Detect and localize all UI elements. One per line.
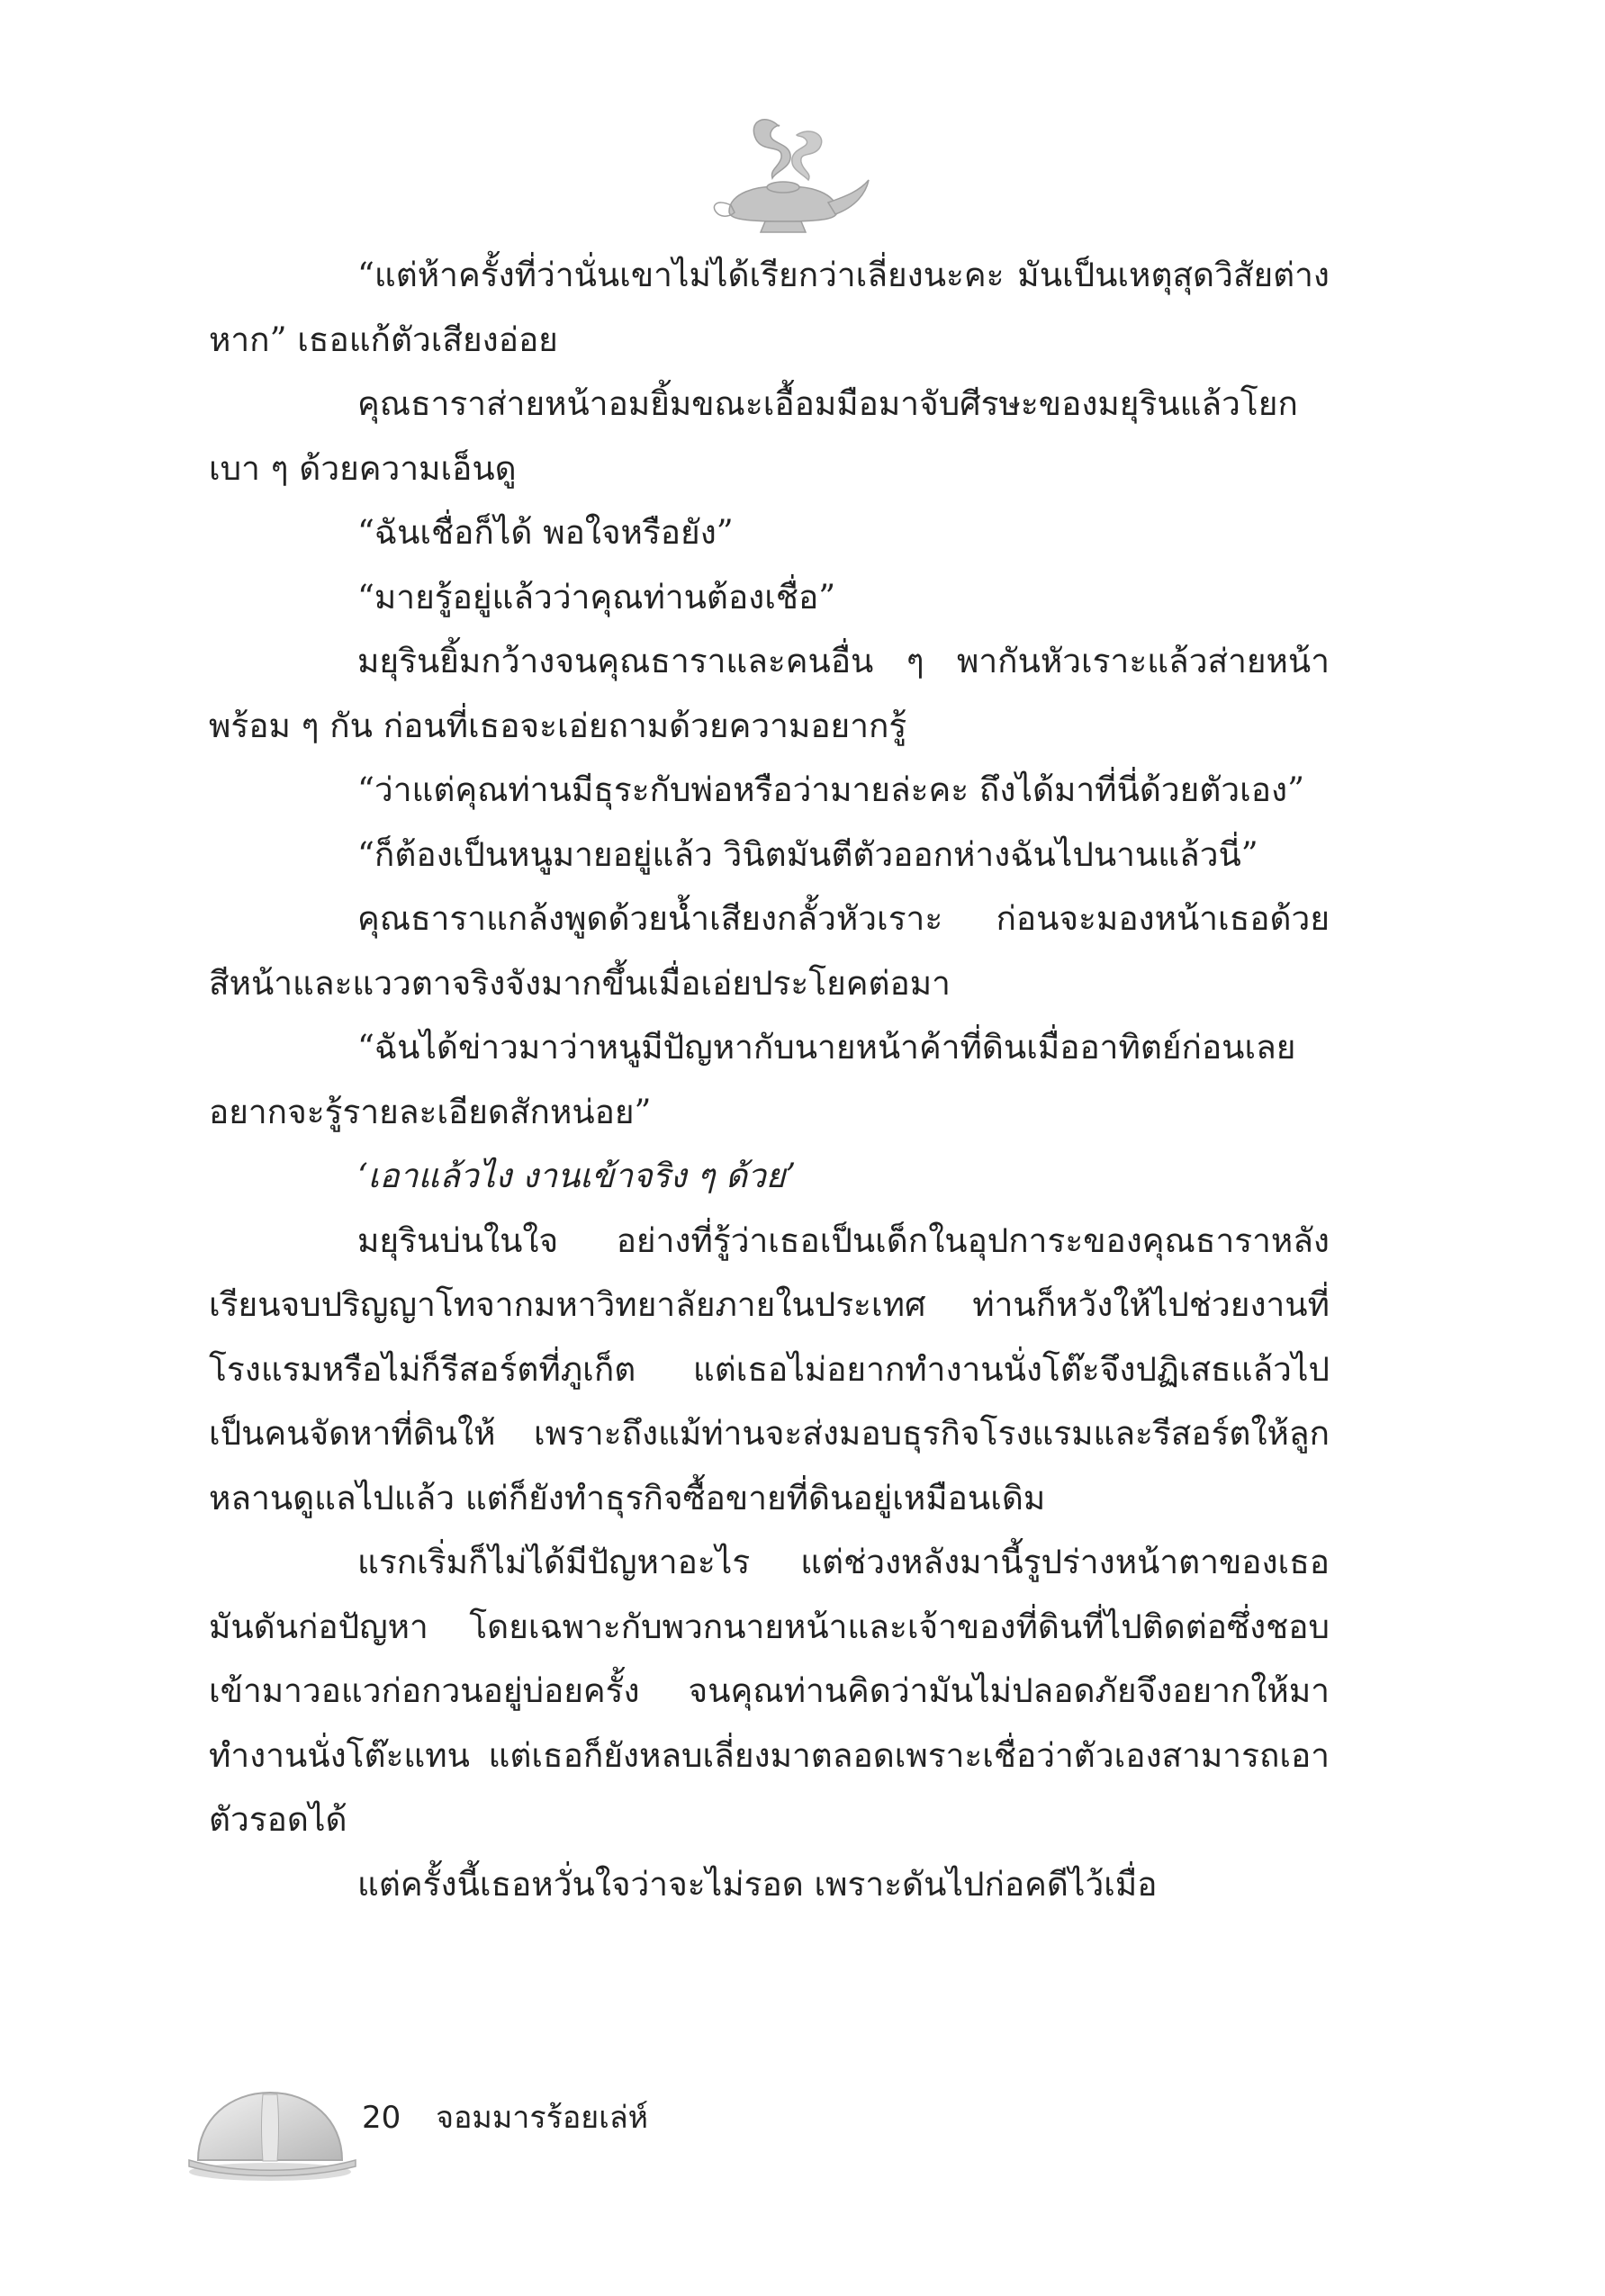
paragraph: แรกเริ่มก็ไม่ได้มีปัญหาอะไร แต่ช่วงหลังมานี้รูปร่างหน้าตาของเธอมันดันก่อปัญหา โดยเฉพาะกับพวกนายหน้าและเจ้าของที่ดินที่ไปติดต่อซึ่งชอบเข้ามาวอแวก่อกวนอยู่บ่อยครั้ง จนคุณท่านคิดว่ามันไม่ปลอดภัยจึงอยากให้มาทำงานนั่งโต๊ะแทน แต่เธอก็ยังหลบเลี่ยงมาตลอดเพราะเชื่อว่าตัวเองสามารถเอาตัวรอดได้ — [209, 1543, 1330, 1839]
paragraph: “ว่าแต่คุณท่านมีธุระกับพ่อหรือว่ามายล่ะคะ ถึงได้มาที่นี่ด้วยตัวเอง” — [357, 770, 1305, 809]
paragraph: แต่ครั้งนี้เธอหวั่นใจว่าจะไม่รอด เพราะดันไปก่อคดีไว้เมื่อ — [357, 1864, 1158, 1904]
paragraph: คุณธาราส่ายหน้าอมยิ้มขณะเอื้อมมือมาจับศีรษะของมยุรินแล้วโยกเบา ๆ ด้วยความเอ็นดู — [209, 384, 1298, 488]
body-text — [209, 243, 1330, 1916]
paragraph: “ฉันได้ข่าวมาว่าหนูมีปัญหากับนายหน้าค้าที่ดินเมื่ออาทิตย์ก่อนเลยอยากจะรู้รายละเอียดสักหน่อย” — [209, 1028, 1296, 1131]
paragraph: “แต่ห้าครั้งที่ว่านั่นเขาไม่ได้เรียกว่าเลี่ยงนะคะ มันเป็นเหตุสุดวิสัยต่างหาก” เธอแก้ตัวเสียงอ่อย — [209, 256, 1330, 359]
paragraph: “ฉันเชื่อก็ได้ พอใจหรือยัง” — [357, 513, 734, 552]
page-number: 20 — [362, 2100, 401, 2136]
paragraph: คุณธาราแกล้งพูดด้วยน้ำเสียงกลั้วหัวเราะ ก่อนจะมองหน้าเธอด้วยสีหน้าและแววตาจริงจังมากขึ้นเมื่อเอ่ยประโยคต่อมา — [209, 899, 1330, 1003]
page-footer — [362, 2093, 648, 2141]
paragraph-inner-thought: ‘เอาแล้วไง งานเข้าจริง ๆ ด้วย’ — [357, 1157, 797, 1195]
hard-hat-icon — [180, 2075, 360, 2183]
paragraph: มยุรินยิ้มกว้างจนคุณธาราและคนอื่น ๆ พากันหัวเราะแล้วส่ายหน้าพร้อม ๆ กัน ก่อนที่เธอจะเอ่ยถามด้วยความอยากรู้ — [209, 642, 1330, 745]
paragraph: “มายรู้อยู่แล้วว่าคุณท่านต้องเชื่อ” — [357, 577, 836, 617]
magic-lamp-icon — [693, 108, 873, 243]
paragraph: มยุรินบ่นในใจ อย่างที่รู้ว่าเธอเป็นเด็กในอุปการะของคุณธาราหลังเรียนจบปริญญาโทจากมหาวิทยาลัยภายในประเทศ ท่านก็หวังให้ไปช่วยงานที่โรงแรมหรือไม่ก็รีสอร์ตที่ภูเก็ต แต่เธอไม่อยากทำงานนั่งโต๊ะจึงปฏิเสธแล้วไปเป็นคนจัดหาที่ดินให้ เพราะถึงแม้ท่านจะส่งมอบธุรกิจโรงแรมและรีสอร์ตให้ลูกหลานดูแลไปแล้ว แต่ก็ยังทำธุรกิจซื้อขายที่ดินอยู่เหมือนเดิม — [209, 1220, 1330, 1517]
paragraph: “ก็ต้องเป็นหนูมายอยู่แล้ว วินิตมันตีตัวออกห่างฉันไปนานแล้วนี่” — [357, 834, 1258, 874]
book-title: จอมมารร้อยเล่ห์ — [436, 2100, 649, 2136]
